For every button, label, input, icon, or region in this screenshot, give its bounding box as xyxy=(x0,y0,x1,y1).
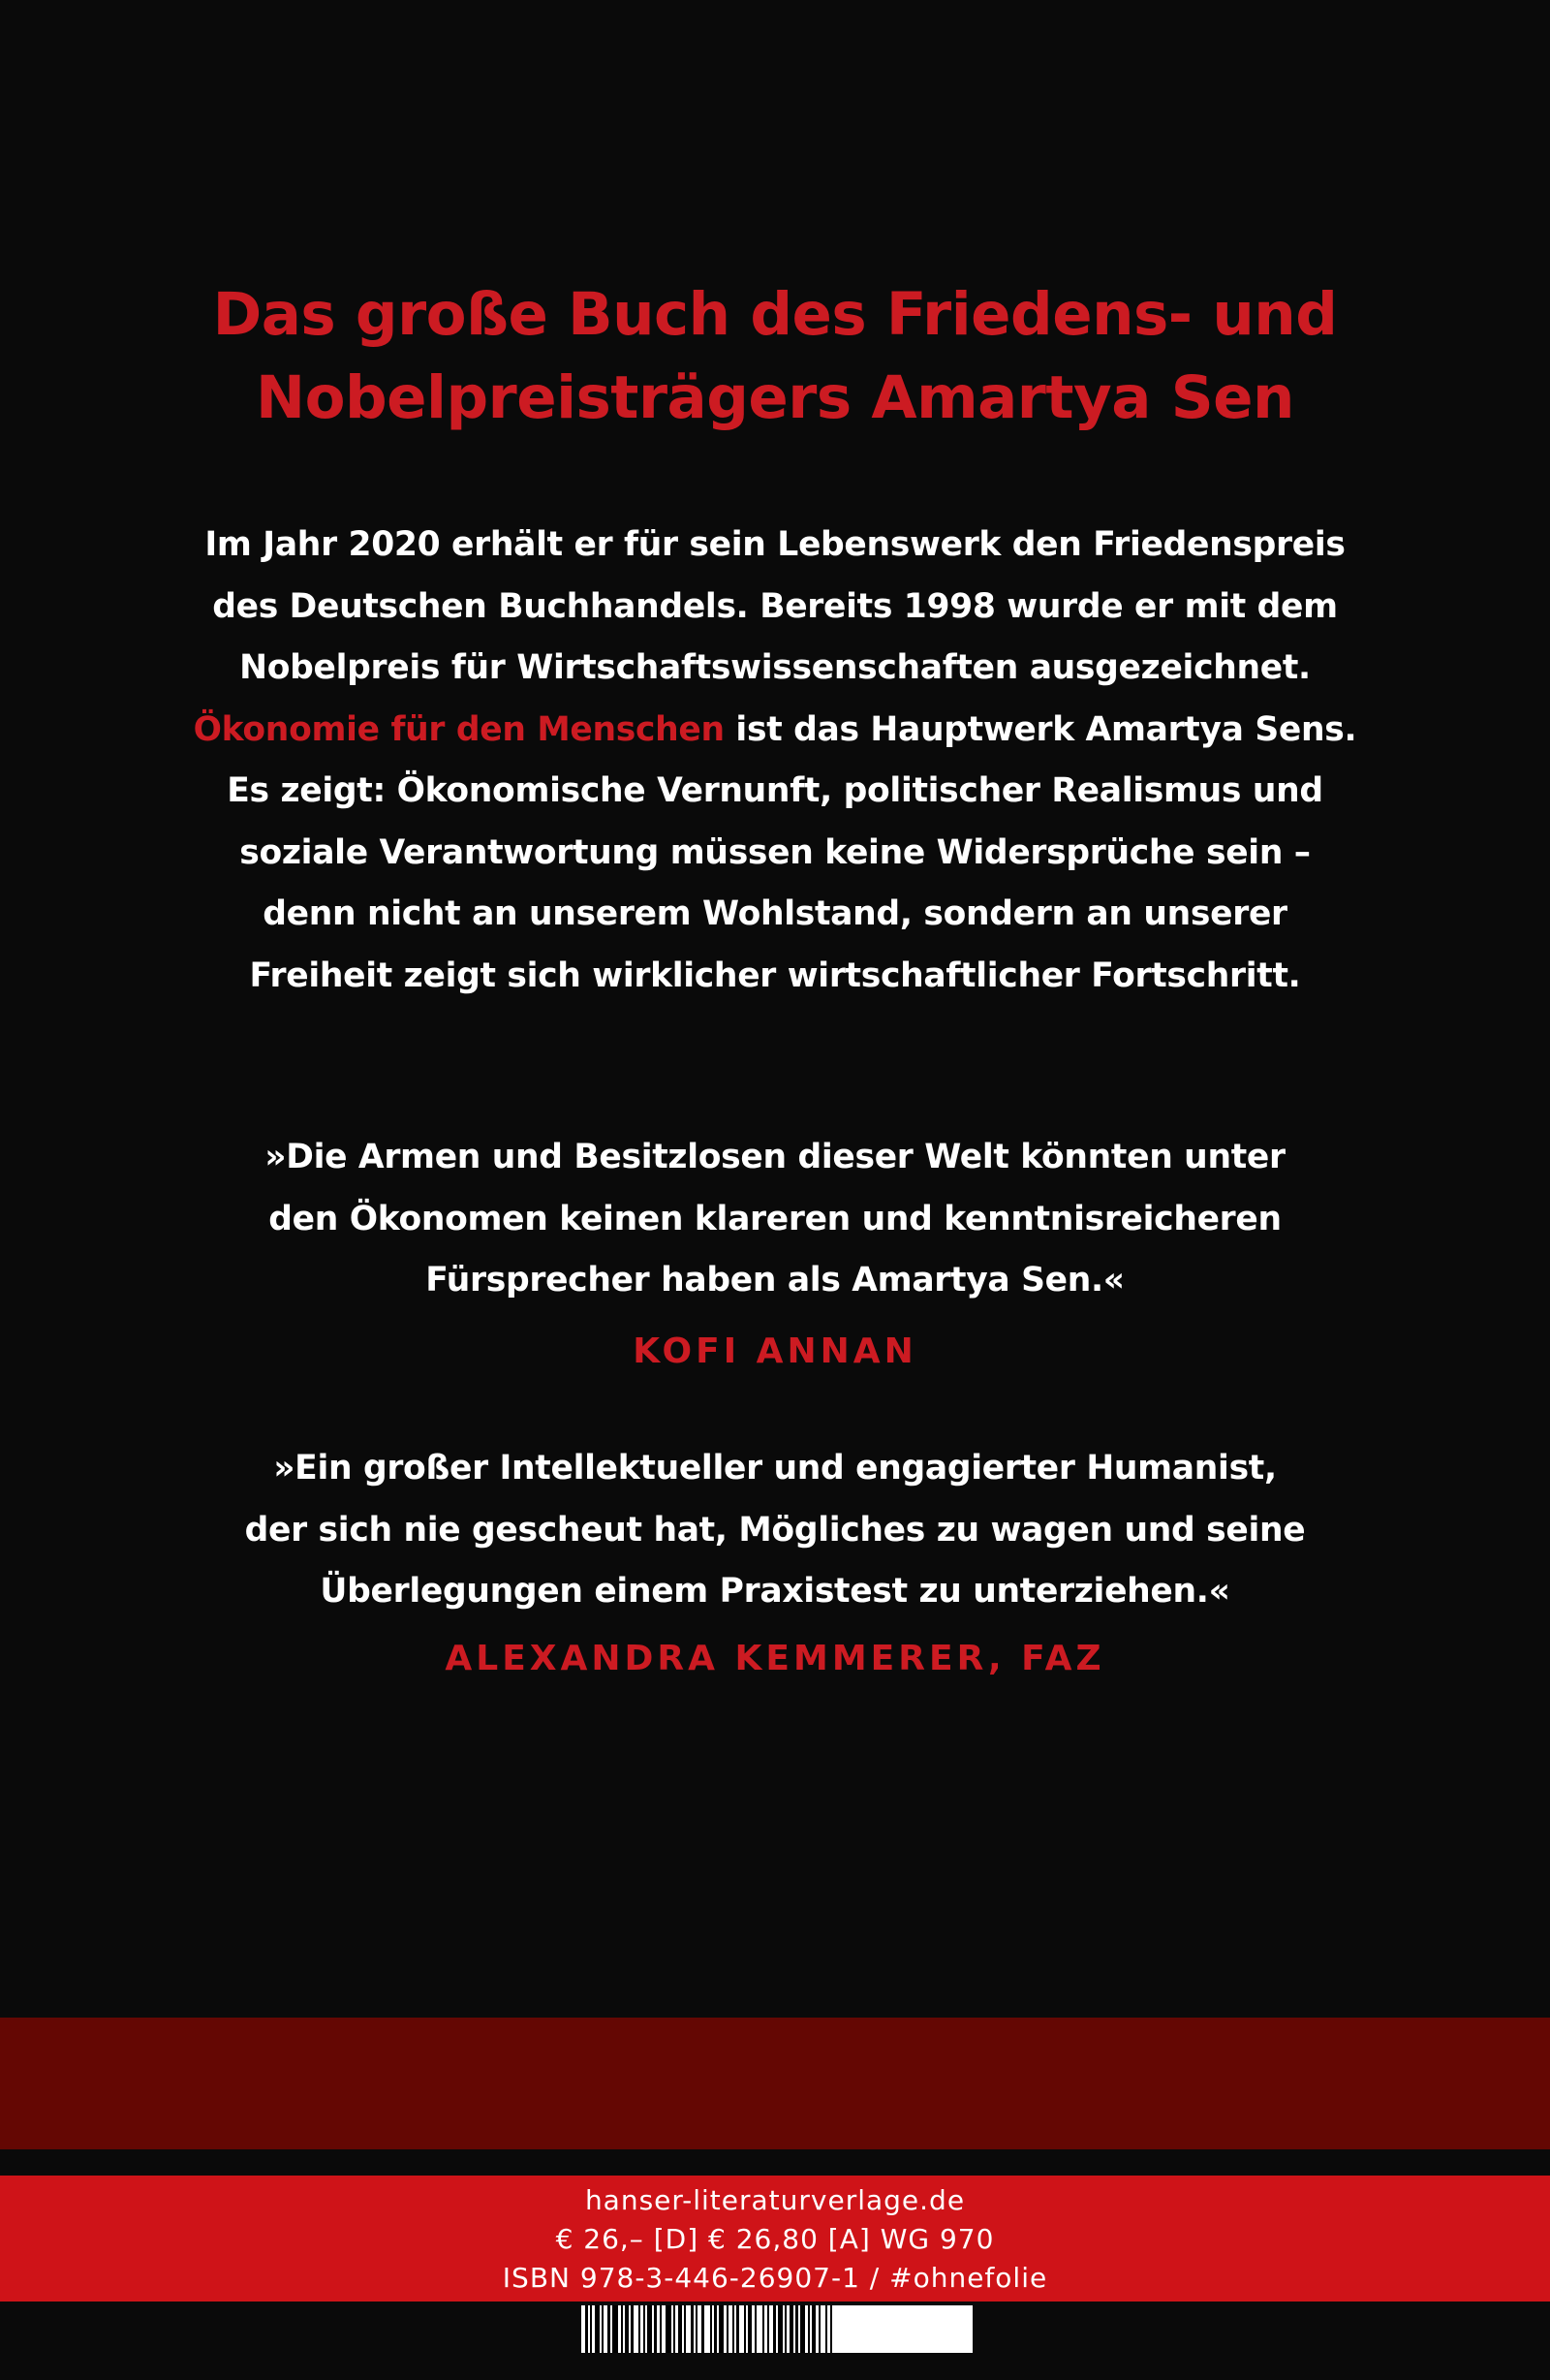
description-line-2: des Deutschen Buchhandels. Bereits 1998 wurde er mit dem xyxy=(212,586,1338,626)
quote-2-line-2: der sich nie gescheut hat, Mögliches zu wagen und seine xyxy=(244,1510,1306,1550)
barcode xyxy=(581,2305,973,2353)
description-line-1: Im Jahr 2020 erhält er für sein Lebenswerk den Friedenspreis xyxy=(204,525,1346,564)
quote-2-line-1: »Ein großer Intellektueller und engagierter Humanist, xyxy=(273,1449,1277,1488)
quote-1-line-2: den Ökonomen keinen klareren und kenntnisreicheren xyxy=(268,1199,1282,1238)
description-line-4 xyxy=(116,700,1434,762)
publisher-website: hanser-literaturverlage.de xyxy=(584,2184,966,2216)
headline-line-2: Nobelpreisträgers Amartya Sen xyxy=(256,363,1294,432)
headline-line-1: Das große Buch des Friedens- und xyxy=(212,280,1338,349)
description xyxy=(116,515,1434,1007)
quote-1-line-3: Fürsprecher haben als Amartya Sen.« xyxy=(425,1261,1125,1300)
quote-2-line-3: Überlegungen einem Praxistest zu unterziehen.« xyxy=(320,1572,1230,1611)
description-line-3: Nobelpreis für Wirtschaftswissenschaften ausgezeichnet. xyxy=(239,648,1311,687)
price-line: € 26,– [D] € 26,80 [A] WG 970 xyxy=(555,2223,995,2255)
quote-1-author: KOFI ANNAN xyxy=(633,1331,917,1371)
quote-1-line-1: »Die Armen und Besitzlosen dieser Welt könnten unter xyxy=(264,1138,1286,1176)
quote-kofi-annan xyxy=(116,1127,1434,1312)
description-line-5: Es zeigt: Ökonomische Vernunft, politischer Realismus und xyxy=(227,771,1323,810)
description-line-6: soziale Verantwortung müssen keine Widersprüche sein – xyxy=(239,832,1311,872)
headline xyxy=(155,273,1395,440)
isbn-line: ISBN 978-3-446-26907-1 / #ohnefolie xyxy=(502,2262,1048,2294)
book-title: Ökonomie für den Menschen xyxy=(193,709,725,749)
decorative-band-dark xyxy=(0,2018,1550,2149)
description-line-7: denn nicht an unserem Wohlstand, sondern an unserer xyxy=(263,894,1287,933)
quote-2-author: ALEXANDRA KEMMERER, FAZ xyxy=(445,1639,1105,1678)
description-line-8: Freiheit zeigt sich wirklicher wirtschaftlicher Fortschritt. xyxy=(249,955,1301,995)
imprint xyxy=(0,2181,1550,2298)
quote-alexandra-kemmerer xyxy=(116,1438,1434,1623)
description-line-4-rest: ist das Hauptwerk Amartya Sens. xyxy=(724,709,1357,749)
